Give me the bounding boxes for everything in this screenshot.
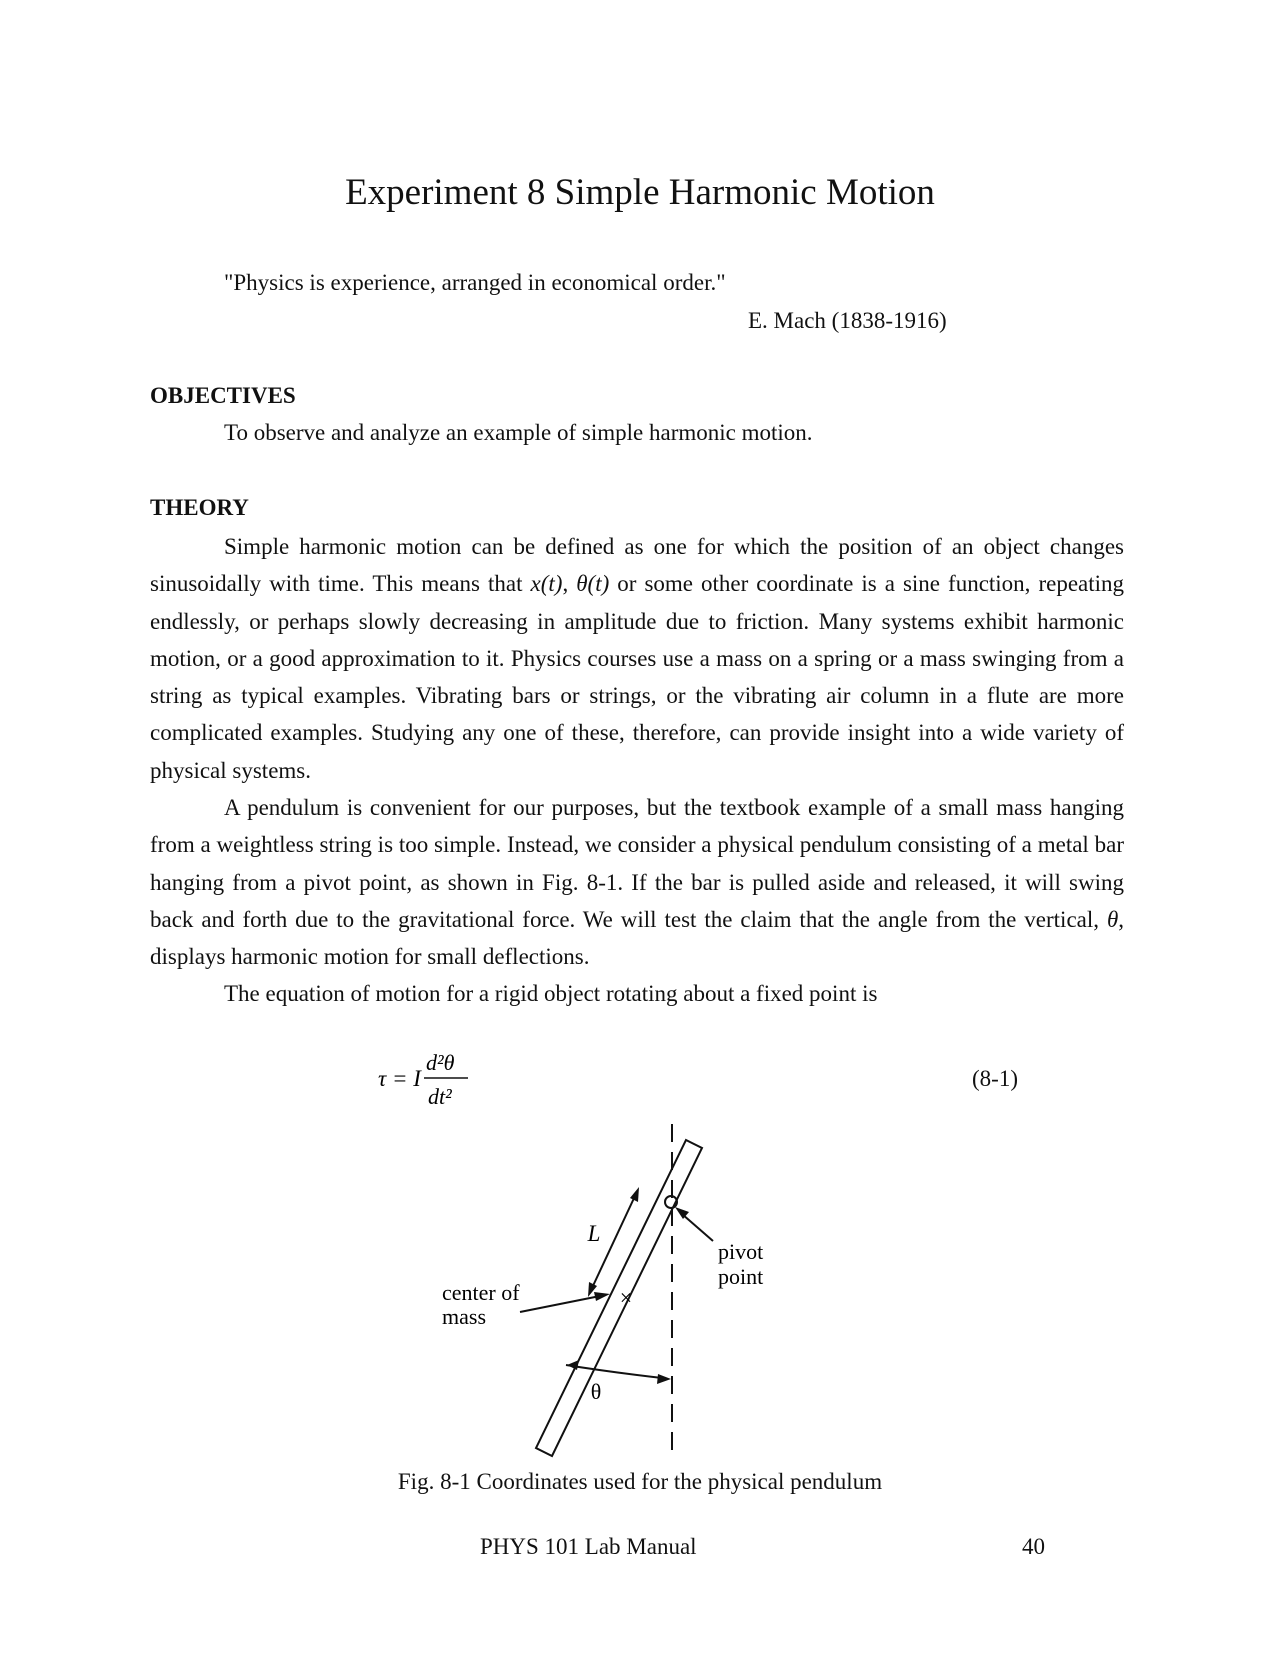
- angle-arrow-head-right: [657, 1374, 671, 1384]
- equation-8-1: [370, 1046, 490, 1116]
- p1-separator: ,: [562, 571, 577, 597]
- angle-arrow-head-left: [567, 1360, 579, 1370]
- p2-text-b: , displays harmonic motion for small deflections.: [150, 906, 1124, 970]
- equation-denominator: dt²: [428, 1084, 452, 1109]
- pivot-pointer: [682, 1214, 713, 1241]
- p1-text-a: Simple harmonic motion can be defined as one for which the position of an object changes sinusoidally with time. This means that: [150, 534, 1124, 597]
- angle-arc: [566, 1365, 662, 1378]
- p1-text-b: or some other coordinate is a sine function, repeating endlessly, or perhaps slowly decreasing in amplitude due to friction. Many systems exhibit harmonic motion, or a good approximation to it. Physics courses use a mass on a spring or a mass swinging from a string as typical examples. Vibrating bars or strings, or the vibrating air column in a flute are more complicated examples. Studying any one of these, therefore, can provide insight into a wide variety of physical systems.: [150, 571, 1125, 783]
- equation-number: (8-1): [972, 1066, 1018, 1091]
- p1-x-of-t: x(t): [530, 571, 563, 597]
- pivot-label-line-2: point: [718, 1264, 764, 1289]
- page-title: Experiment 8 Simple Harmonic Motion: [345, 172, 935, 213]
- p2-theta: θ: [1106, 906, 1119, 932]
- epigraph-attribution: E. Mach (1838-1916): [748, 308, 947, 333]
- equation-lhs: τ = I: [378, 1066, 421, 1091]
- objectives-text: To observe and analyze an example of simple harmonic motion.: [224, 420, 813, 445]
- angle-label: θ: [590, 1379, 602, 1404]
- epigraph-quote: "Physics is experience, arranged in economical order.": [224, 270, 726, 295]
- center-of-mass-pointer: [520, 1296, 600, 1312]
- theory-paragraph-1: [150, 528, 1124, 789]
- figure-caption: Fig. 8-1 Coordinates used for the physical pendulum: [397, 1469, 883, 1494]
- pendulum-figure: [442, 1116, 830, 1466]
- p1-theta-of-t: θ(t): [576, 571, 610, 597]
- objectives-heading: OBJECTIVES: [150, 383, 296, 408]
- length-arrow-head-top: [630, 1187, 639, 1202]
- equation-numerator: d²θ: [426, 1050, 455, 1075]
- page-number: 40: [1022, 1534, 1045, 1559]
- theory-paragraph-3: The equation of motion for a rigid object rotating about a fixed point is: [224, 981, 878, 1006]
- footer-title: PHYS 101 Lab Manual: [480, 1534, 697, 1559]
- theory-heading: THEORY: [150, 495, 249, 520]
- center-of-mass-label-line-2: mass: [442, 1304, 486, 1329]
- length-label: L: [587, 1221, 601, 1246]
- center-of-mass-marker: ×: [619, 1285, 633, 1310]
- pivot-label-line-1: pivot: [718, 1239, 764, 1264]
- p2-text-a: A pendulum is convenient for our purposes, but the textbook example of a small mass hanging from a weightless string is too simple. Instead, we consider a physical pendulum consisting of a metal bar hanging from a pivot point, as shown in Fig. 8-1. If the bar is pulled aside and released, it will swing back and forth due to the gravitational force. We will test the claim that the angle from the vertical,: [150, 795, 1124, 932]
- center-of-mass-label-line-1: center of: [442, 1280, 520, 1305]
- theory-paragraph-2: [150, 789, 1124, 975]
